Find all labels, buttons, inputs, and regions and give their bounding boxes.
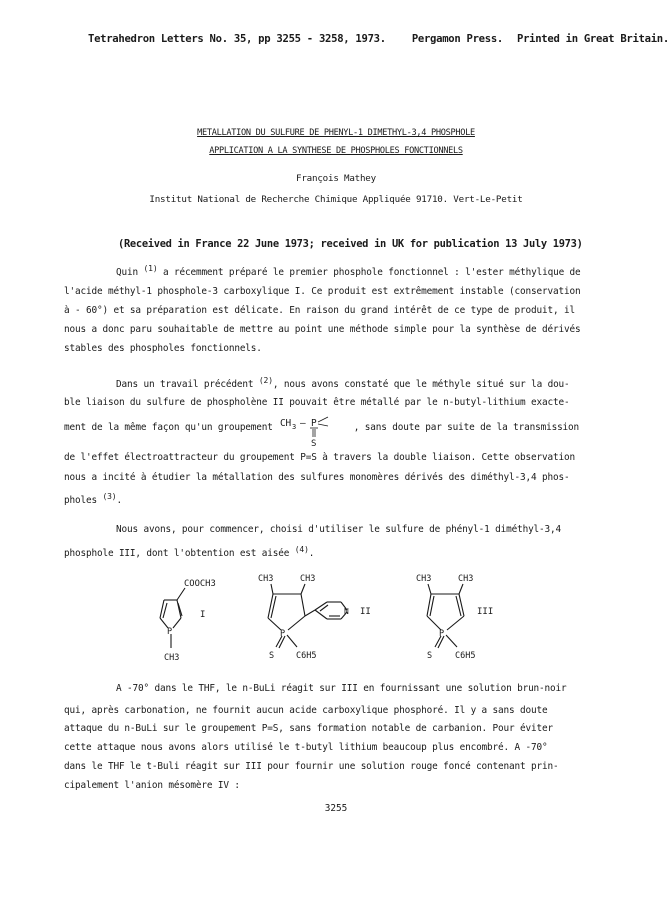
structure-i-cooch3: COOCH3: [184, 579, 216, 589]
p1-line-5: stables des phospholes fonctionnels.: [64, 343, 262, 354]
structure-i-ch3: CH3: [164, 653, 180, 663]
structure-iii-p: P: [439, 629, 445, 639]
header-publisher: Pergamon Press.: [411, 33, 503, 45]
p2-line-6: pholes $^{(3)}$.: [64, 492, 122, 506]
paper-title-line-1: METALLATION DU SULFURE DE PHENYL-1 DIMETHYL-3,4 PHOSPHOLE: [197, 128, 475, 138]
paper-title-line-2: APPLICATION A LA SYNTHESE DE PHOSPHOLES FONCTIONNELS: [209, 146, 463, 156]
structure-i: [160, 588, 185, 648]
structure-ii-p: P: [280, 629, 286, 639]
structure-iii-ch3-left: CH3: [416, 574, 432, 584]
p4-line-2: qui, après carbonation, ne fournit aucun acide carboxylique phosphoré. Il y a sans doute: [64, 705, 548, 716]
structure-ii-ch3-left: CH3: [258, 574, 274, 584]
p2-line-5: nous a incité à étudier la métallation des sulfures monomères dérivés des diméthyl-3,4 phos-: [64, 472, 570, 483]
inline-formula: [278, 418, 348, 449]
reference-3[interactable]: (3): [102, 492, 117, 501]
p2-line-2: ble liaison du sulfure de phospholène II pouvait être métallé par le n-butyl-lithium exacte-: [64, 397, 570, 408]
p3-line-2: phosphole III, dont l'obtention est aisée $^{(4)}$.: [64, 545, 315, 559]
reference-1[interactable]: (1): [143, 264, 158, 273]
reference-4[interactable]: (4): [294, 545, 309, 554]
p4-line-5: dans le THF le t-Buli réagit sur III pour fournir une solution rouge foncé contenant prin-: [64, 761, 559, 772]
structure-iii-c6h5: C6H5: [455, 651, 476, 661]
structure-iii-ch3-right: CH3: [458, 574, 474, 584]
structure-ii-label: II: [360, 607, 371, 617]
svg-text:–: –: [300, 418, 306, 429]
affiliation: Institut National de Recherche Chimique Appliquée 91710. Vert-Le-Petit: [149, 194, 523, 205]
structure-ii-s: S: [269, 651, 275, 661]
structure-ii-n: N: [344, 607, 349, 616]
page-number: 3255: [324, 803, 348, 814]
structure-i-p: P: [167, 627, 173, 637]
p1-line-3: à - 60°) et sa préparation est délicate. En raison du grand intérêt de ce type de produit, il: [64, 305, 575, 316]
received-line: (Received in France 22 June 1973; received in UK for publication 13 July 1973): [118, 238, 583, 250]
structure-ii-ch3-right: CH3: [300, 574, 316, 584]
svg-text:S: S: [311, 439, 317, 449]
p2-line-1: Dans un travail précédent $^{(2)}$, nous avons constaté que le méthyle situé sur la dou-: [116, 376, 570, 390]
structure-i-label: I: [200, 610, 206, 620]
p4-line-6: cipalement l'anion mésomère IV :: [64, 780, 240, 791]
p4-line-3: attaque du n-BuLi sur le groupement P=S, sans formation notable de carbanion. Pour éviter: [64, 723, 553, 734]
header-citation: Tetrahedron Letters No. 35, pp 3255 - 3258, 1973.: [88, 33, 386, 45]
p2-line-4: de l'effet électroattracteur du groupement P=S à travers la double liaison. Cette observation: [64, 452, 575, 463]
p4-line-1: A -70° dans le THF, le n-BuLi réagit sur III en fournissant une solution brun-noir: [116, 683, 567, 694]
structure-iii-s: S: [427, 651, 433, 661]
structure-ii-c6h5: C6H5: [296, 651, 317, 661]
journal-header: [88, 33, 669, 45]
structure-iii: [427, 584, 464, 648]
reference-2[interactable]: (2): [258, 376, 273, 385]
p2-line-3: ment de la même façon qu'un groupement CH 3 – P S , sans doute par suite de la transmission: [64, 418, 580, 449]
author: François Mathey: [296, 173, 376, 184]
header-printed: Printed in Great Britain.: [517, 33, 669, 45]
svg-text:P: P: [311, 418, 317, 429]
svg-text:3: 3: [292, 423, 297, 431]
chemical-structures: [0, 570, 672, 682]
p1-line-1: Quin $^{(1)}$ a récemment préparé le premier phosphole fonctionnel : l'ester méthylique de: [116, 264, 581, 278]
svg-text:CH: CH: [280, 418, 292, 429]
p4-line-4: cette attaque nous avons alors utilisé le t-butyl lithium beaucoup plus encombré. A -70°: [64, 742, 548, 753]
p1-line-2: l'acide méthyl-1 phosphole-3 carboxylique I. Ce produit est extrêmement instable (conservation: [64, 286, 581, 297]
structure-iii-label: III: [477, 607, 494, 617]
p1-line-4: nous a donc paru souhaitable de mettre au point une méthode simple pour la synthèse de dérivés: [64, 324, 581, 335]
p3-line-1: Nous avons, pour commencer, choisi d'utiliser le sulfure de phényl-1 diméthyl-3,4: [116, 524, 562, 535]
